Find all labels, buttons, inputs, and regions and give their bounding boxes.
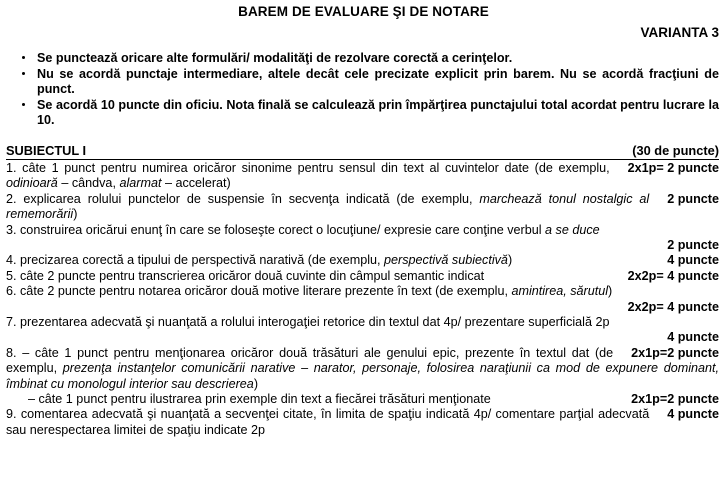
list-item <box>37 51 719 67</box>
criterion-text: prezentarea adecvată şi nuanţată a rolului interogaţiei retorice din textul dat 4p/ prezentare superficială 2p <box>16 315 610 330</box>
criterion-score: 2x1p=2 puncte <box>631 392 719 407</box>
criterion-text-tail: – accelerat) <box>161 176 231 191</box>
criterion-item <box>6 223 719 238</box>
criterion-text-tail: ) <box>608 284 613 299</box>
subject-points: (30 de puncte) <box>632 142 719 158</box>
criterion-score: 2 puncte <box>667 191 719 206</box>
bullet-dot-icon <box>22 72 25 75</box>
criterion-text: precizarea corectă a tipului de perspectivă narativă (de exemplu, <box>16 253 385 268</box>
document-title: BAREM DE EVALUARE ŞI DE NOTARE <box>238 4 489 19</box>
criterion-example: perspectivă subiectivă <box>384 253 508 268</box>
criterion-item <box>6 253 719 268</box>
criterion-score: 4 puncte <box>667 330 719 345</box>
note-text: Se acordă 10 puncte din oficiu. Nota finală se calculează prin împărţirea punctajului total acordat pentru lucrare la 10. <box>37 97 719 128</box>
criterion-score: 2 puncte <box>667 238 719 252</box>
criterion-score: 4 puncte <box>667 253 719 268</box>
criterion-number: 5. <box>6 268 17 283</box>
criterion-score: 2x2p= 4 puncte <box>627 299 719 314</box>
criterion-text-tail: ) <box>253 376 259 391</box>
criterion-text-mid: – cândva, <box>57 176 120 191</box>
criterion-number: 2. <box>6 191 17 206</box>
criterion-item <box>6 269 719 284</box>
criterion-text: – câte 1 punct pentru menţionarea oricăror două trăsături ale genului epic, prezente în textul dat (de exemplu, <box>6 345 614 376</box>
criterion-example: amintirea, sărutul <box>511 284 609 299</box>
criterion-example: alarmat <box>119 176 162 191</box>
criterion-example: a se duce <box>545 222 600 237</box>
criterion-text: explicarea rolului punctelor de suspensie în secvenţa indicată (de exemplu, <box>16 191 480 206</box>
criterion-subitem-text: – câte 1 punct pentru ilustrarea prin exemple din text a fiecărei trăsături menţionate <box>28 392 491 407</box>
criterion-item <box>6 315 719 330</box>
criterion-text-tail: ) <box>73 207 78 222</box>
criterion-item <box>6 161 719 192</box>
criterion-score: 2x2p= 4 puncte <box>627 268 719 283</box>
subject-label: SUBIECTUL I <box>6 142 87 158</box>
note-text: Se punctează oricare alte formulări/ modalităţi de rezolvare corectă a cerinţelor. <box>37 51 513 65</box>
criterion-text: comentarea adecvată şi nuanţată a secvenţei citate, în limita de spaţiu indicată 4p/ comentare parţial adecvată sau nerespectarea limitei de spaţiu indicate 2p <box>6 407 650 437</box>
general-notes-list <box>0 51 727 129</box>
criterion-example: prezenţa instanţelor comunicării narative – narator, personaje, folosirea naraţiunii ca mod de expunere dominant, îmbinat cu monologul interior sau descrierea <box>6 361 719 391</box>
criterion-text-tail: ) <box>507 253 513 268</box>
bullet-dot-icon <box>22 56 25 59</box>
subject-heading <box>6 143 719 160</box>
criterion-score: 2x1p= 2 puncte <box>627 160 719 175</box>
criterion-example: marchează tonul nostalgic al rememorării <box>6 191 650 222</box>
criterion-number: 1. <box>6 160 17 175</box>
criterion-text: câte 1 punct pentru numirea oricăror sinonime pentru sensul din text al cuvintelor date (de exemplu, <box>16 160 610 175</box>
criterion-number: 4. <box>6 253 17 268</box>
criterion-number: 3. <box>6 222 17 237</box>
criterion-item <box>6 284 719 299</box>
variant-label: VARIANTA 3 <box>640 25 719 40</box>
criterion-item <box>6 407 719 438</box>
criterion-number: 6. <box>6 284 17 299</box>
criterion-text: câte 2 puncte pentru notarea oricăror două motive literare prezente în text (de exemplu, <box>16 284 512 299</box>
criterion-score: 2x1p=2 puncte <box>631 345 719 360</box>
criterion-number: 8. <box>6 345 17 360</box>
criterion-example: odinioară <box>6 176 58 191</box>
criterion-number: 7. <box>6 315 17 330</box>
list-item <box>37 67 719 98</box>
criterion-item <box>6 346 719 392</box>
criterion-text: câte 2 puncte pentru transcrierea oricăror două cuvinte din câmpul semantic indicat <box>16 268 485 283</box>
criterion-subitem <box>6 392 719 407</box>
bullet-dot-icon <box>22 103 25 106</box>
note-text: Nu se acordă punctaje intermediare, altele decât cele precizate explicit prin barem. Nu se acordă fracţiuni de punct. <box>37 66 719 97</box>
criterion-score: 4 puncte <box>667 407 719 422</box>
criterion-text: construirea oricărui enunţ în care se foloseşte corect o locuţiune/ expresie care conţine verbul <box>16 222 546 237</box>
criteria-list <box>6 161 719 438</box>
list-item <box>37 98 719 129</box>
criterion-item <box>6 192 719 223</box>
criterion-number: 9. <box>6 407 17 422</box>
